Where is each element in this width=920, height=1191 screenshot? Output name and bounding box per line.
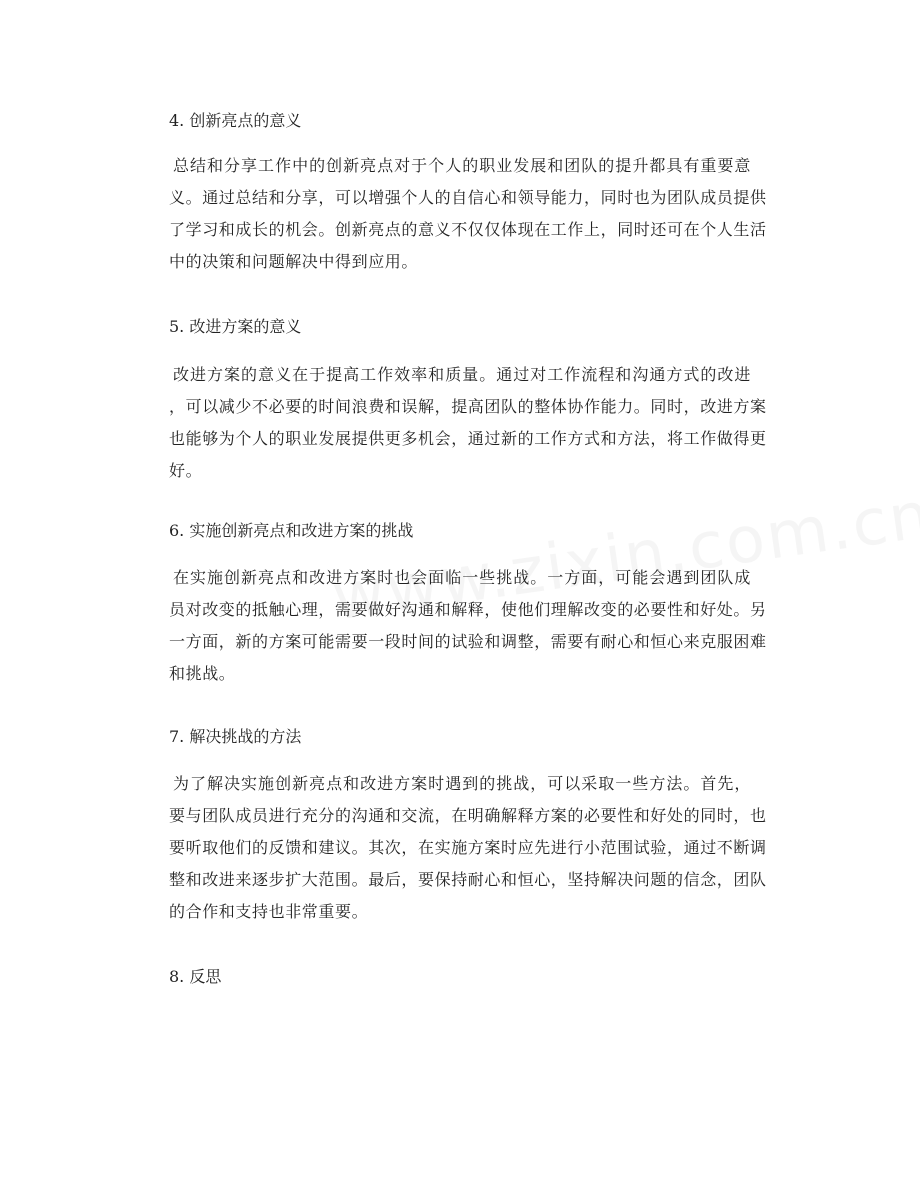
section-heading: 8. 反思 [169, 967, 222, 986]
paragraph-line: ，可以减少不必要的时间浪费和误解，提高团队的整体协作能力。同时，改进方案 [169, 397, 767, 416]
paragraph-line: 改进方案的意义在于提高工作效率和质量。通过对工作流程和沟通方式的改进 [173, 365, 751, 384]
section-paragraph [169, 768, 767, 928]
section-paragraph [169, 359, 767, 487]
section-paragraph [169, 150, 767, 278]
paragraph-line: 的合作和支持也非常重要。 [169, 902, 369, 921]
paragraph-line: 在实施创新亮点和改进方案时也会面临一些挑战。一方面，可能会遇到团队成 [173, 568, 751, 587]
section-paragraph [169, 562, 767, 690]
paragraph-line: 一方面，新的方案可能需要一段时间的试验和调整，需要有耐心和恒心来克服困难 [169, 632, 767, 651]
paragraph-line: 要与团队成员进行充分的沟通和交流，在明确解释方案的必要性和好处的同时，也 [169, 806, 767, 825]
paragraph-line: 中的决策和问题解决中得到应用。 [169, 252, 419, 271]
paragraph-line: 整和改进来逐步扩大范围。最后，要保持耐心和恒心，坚持解决问题的信念，团队 [169, 870, 767, 889]
paragraph-line: 了学习和成长的机会。创新亮点的意义不仅仅体现在工作上，同时还可在个人生活 [169, 220, 767, 239]
paragraph-line: 为了解决实施创新亮点和改进方案时遇到的挑战，可以采取一些方法。首先， [173, 774, 751, 793]
paragraph-line: 总结和分享工作中的创新亮点对于个人的职业发展和团队的提升都具有重要意 [173, 156, 751, 175]
paragraph-line: 要听取他们的反馈和建议。其次，在实施方案时应先进行小范围试验，通过不断调 [169, 838, 767, 857]
section-heading: 4. 创新亮点的意义 [169, 111, 302, 130]
paragraph-line: 也能够为个人的职业发展提供更多机会，通过新的工作方式和方法，将工作做得更 [169, 429, 767, 448]
paragraph-line: 义。通过总结和分享，可以增强个人的自信心和领导能力，同时也为团队成员提供 [169, 188, 767, 207]
paragraph-line: 员对改变的抵触心理，需要做好沟通和解释，使他们理解改变的必要性和好处。另 [169, 600, 767, 619]
section-heading: 5. 改进方案的意义 [169, 317, 302, 336]
paragraph-line: 好。 [169, 461, 203, 480]
section-heading: 7. 解决挑战的方法 [169, 727, 302, 746]
section-heading: 6. 实施创新亮点和改进方案的挑战 [169, 521, 414, 540]
paragraph-line: 和挑战。 [169, 664, 236, 683]
